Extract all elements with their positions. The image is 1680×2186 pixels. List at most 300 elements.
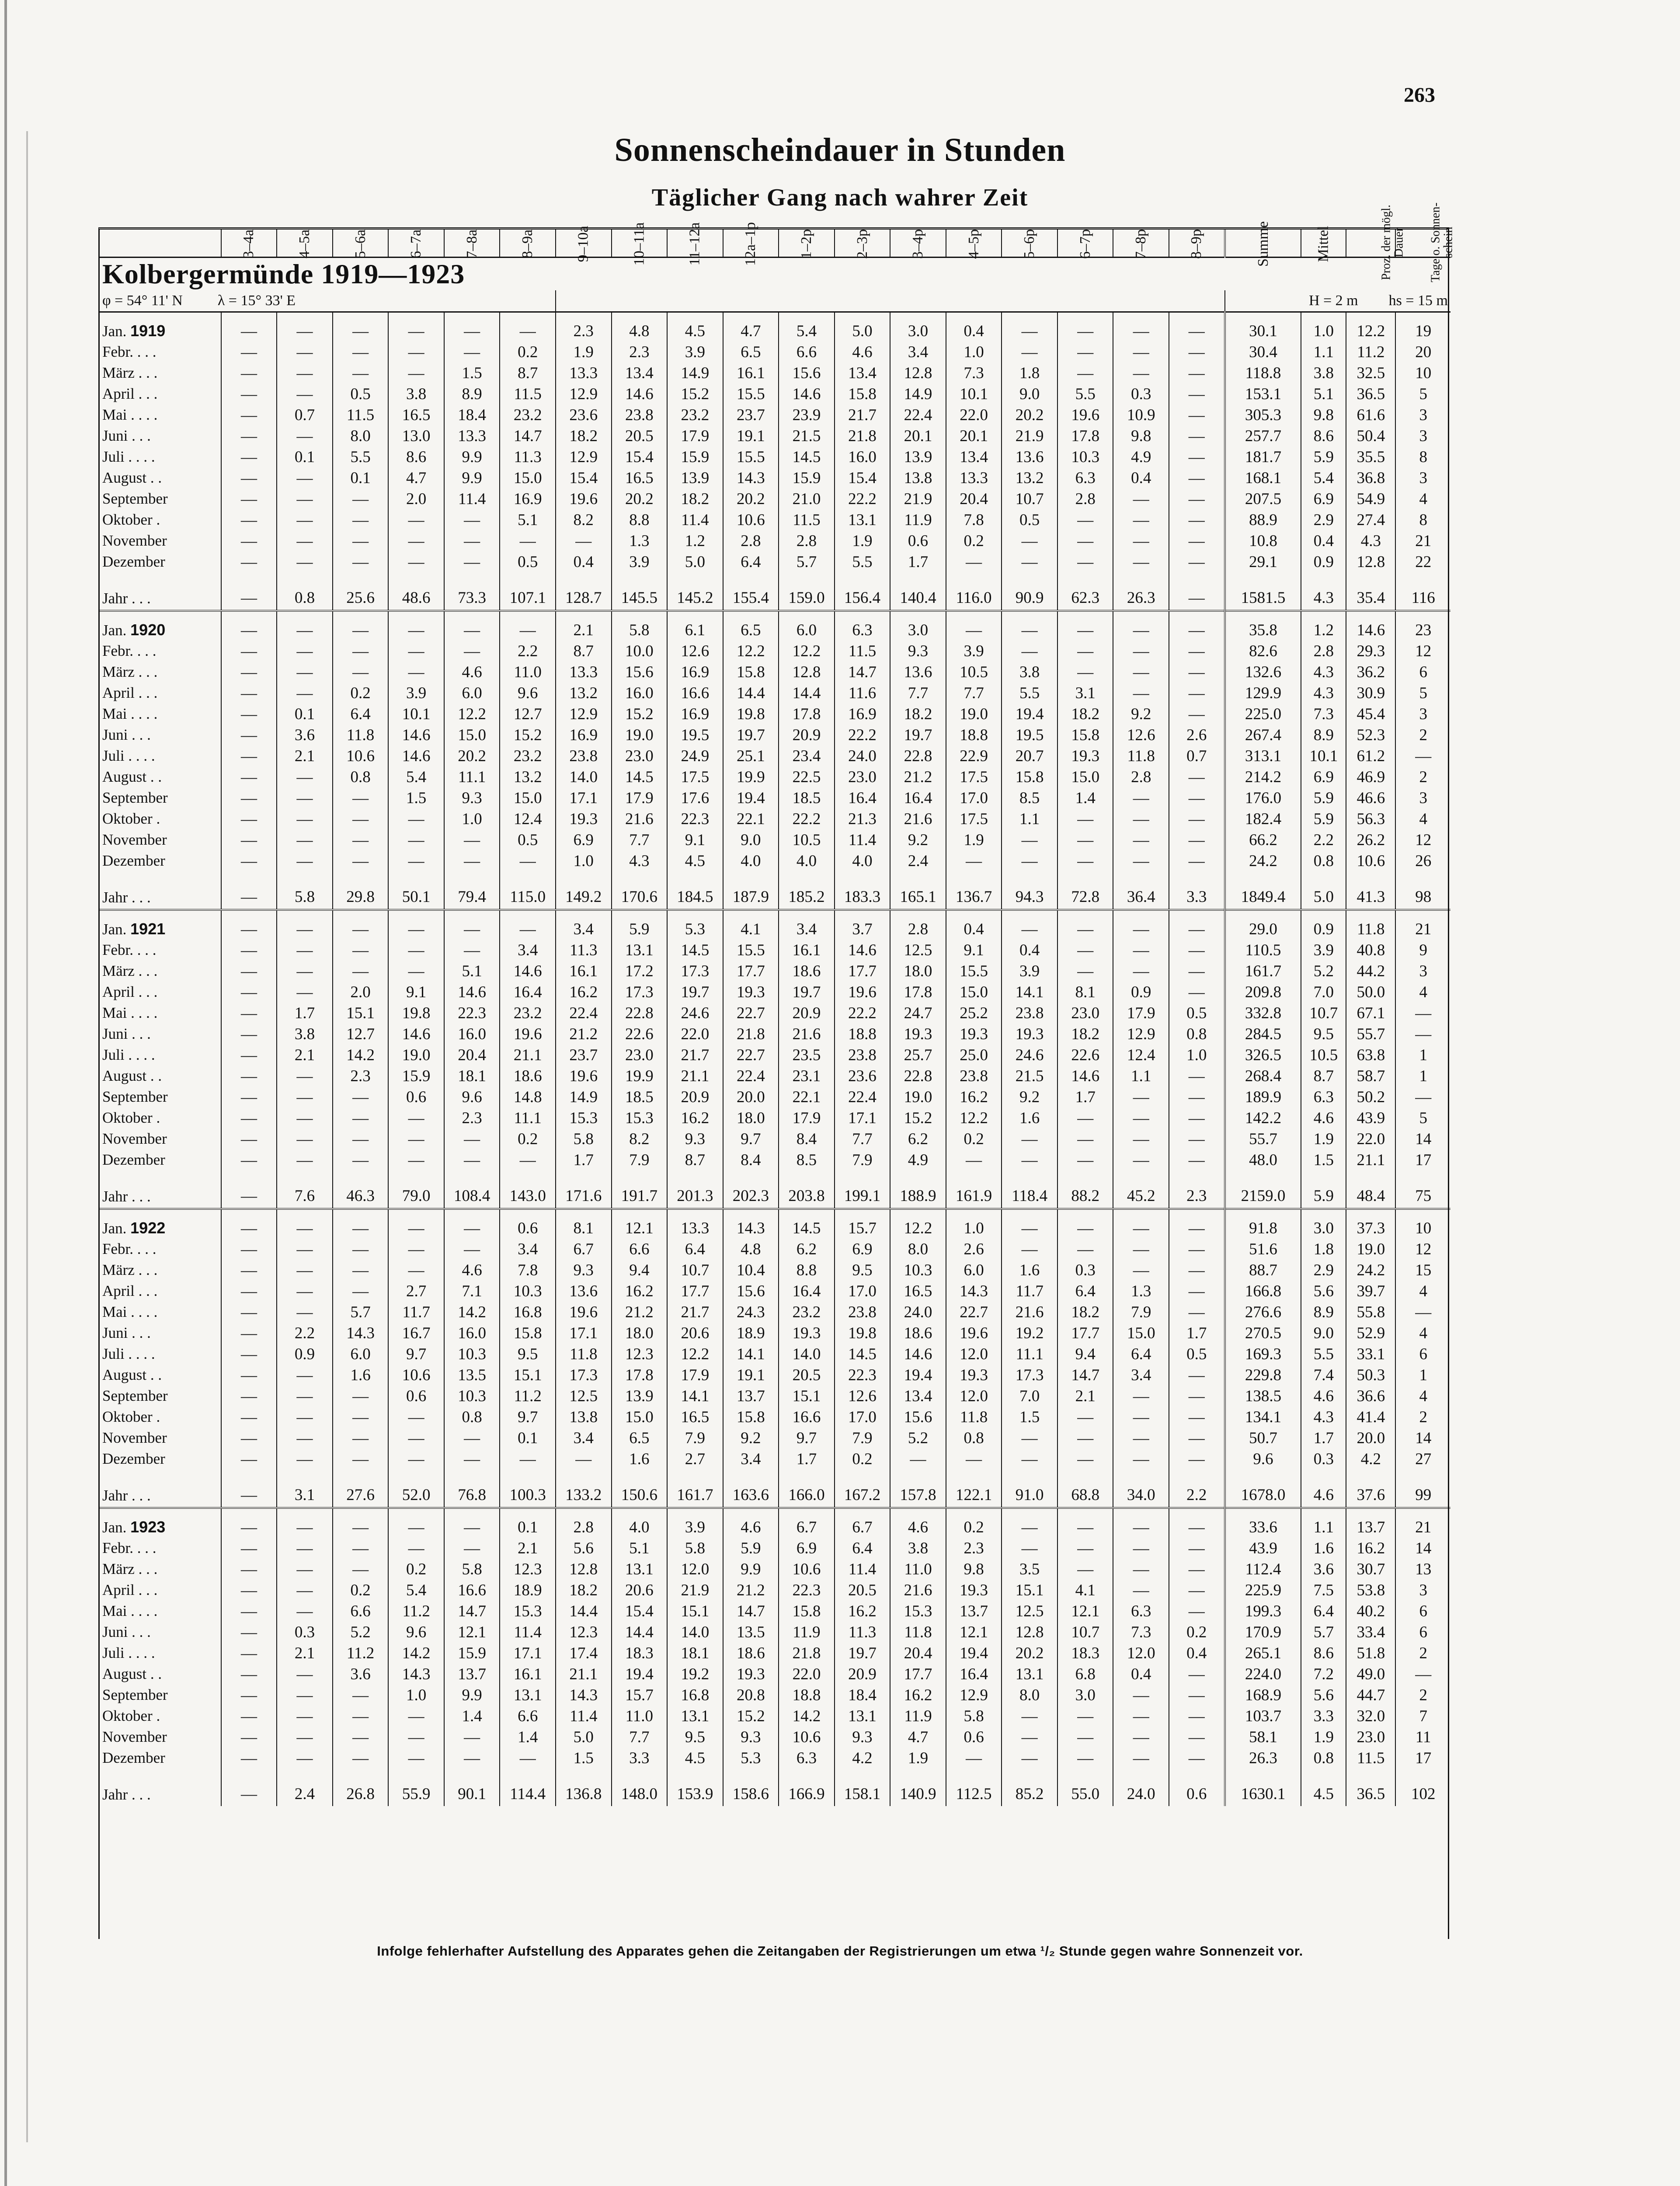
table-cell: 11.3 [500, 446, 556, 467]
table-cell: 33.4 [1346, 1622, 1395, 1643]
annual-cell: 145.2 [667, 572, 723, 611]
table-cell: 12.1 [946, 1622, 1002, 1643]
annual-cell: 2.2 [1169, 1469, 1225, 1508]
annual-cell: 35.4 [1346, 572, 1395, 611]
table-cell: 16.1 [556, 961, 612, 982]
table-cell: 4.6 [723, 1508, 779, 1538]
table-cell: 1.7 [277, 1002, 333, 1023]
table-cell: 5.7 [779, 551, 835, 572]
table-cell: 63.8 [1346, 1044, 1395, 1065]
table-cell: — [277, 362, 333, 383]
row-label [100, 1260, 221, 1281]
table-cell: 6.3 [1057, 467, 1113, 488]
table-cell: 1.2 [667, 530, 723, 551]
table-cell: — [333, 1385, 389, 1406]
row-label [100, 1385, 221, 1406]
table-cell: 13.5 [723, 1622, 779, 1643]
month-name: Mai . . . . [102, 1303, 158, 1321]
table-cell: 7.7 [612, 1727, 668, 1747]
table-cell: 19.4 [1002, 703, 1057, 724]
table-cell: 9.5 [667, 1727, 723, 1747]
table-cell: — [1057, 1128, 1113, 1149]
table-cell: 1.9 [1301, 1128, 1346, 1149]
table-cell: 5.9 [1301, 787, 1346, 808]
table-cell: — [333, 509, 389, 530]
annual-cell: 140.9 [890, 1768, 946, 1806]
table-cell: 11.9 [890, 509, 946, 530]
table-cell: 23.7 [556, 1044, 612, 1065]
table-cell: 12.6 [1113, 724, 1169, 745]
month-name: Jan. [102, 921, 127, 938]
table-cell: 112.4 [1225, 1559, 1301, 1580]
annual-cell: 165.1 [890, 871, 946, 910]
table-cell: 15.8 [779, 1601, 835, 1622]
month-name: November [102, 1429, 167, 1447]
table-cell: 15.6 [779, 362, 835, 383]
annual-cell: 94.3 [1002, 871, 1057, 910]
table-cell: — [1057, 611, 1113, 640]
table-cell: — [1169, 1685, 1225, 1706]
table-cell: 142.2 [1225, 1107, 1301, 1128]
table-cell: 7.9 [667, 1427, 723, 1448]
table-cell: 16.5 [388, 404, 444, 425]
table-cell: 1.7 [1301, 1427, 1346, 1448]
table-cell: 15.2 [500, 724, 556, 745]
table-cell: 18.6 [723, 1643, 779, 1664]
table-cell: 16.6 [444, 1580, 500, 1601]
table-cell: 22.0 [1346, 1128, 1395, 1149]
row-label [100, 940, 221, 961]
table-cell: 21.6 [1002, 1302, 1057, 1323]
table-cell: — [221, 787, 277, 808]
table-cell: 12.1 [1057, 1601, 1113, 1622]
table-cell: 6.6 [333, 1601, 389, 1622]
table-cell: 8.7 [556, 640, 612, 661]
month-name: Jan. [102, 622, 127, 639]
table-cell: 4 [1395, 1385, 1450, 1406]
table-cell: 2.8 [1301, 640, 1346, 661]
table-cell: 22.4 [723, 1065, 779, 1086]
annual-cell: 36.4 [1113, 871, 1169, 910]
table-cell: 4.8 [612, 312, 668, 342]
annual-cell: 37.6 [1346, 1469, 1395, 1508]
table-cell: — [444, 1747, 500, 1768]
table-cell: 10.3 [1057, 446, 1113, 467]
table-cell: — [1057, 1107, 1113, 1128]
table-cell: 199.3 [1225, 1601, 1301, 1622]
annual-cell: 88.2 [1057, 1170, 1113, 1209]
table-cell: 15.0 [1057, 766, 1113, 787]
table-cell: — [277, 682, 333, 703]
table-cell: 1.9 [556, 341, 612, 362]
table-cell: — [1113, 1580, 1169, 1601]
table-cell: 15.7 [612, 1685, 668, 1706]
table-cell: 12.0 [946, 1385, 1002, 1406]
table-cell: 1.1 [1301, 341, 1346, 362]
table-cell: — [277, 808, 333, 829]
header-label-cell [100, 230, 221, 258]
table-cell: 19.1 [723, 1365, 779, 1385]
table-cell: 15.2 [723, 1706, 779, 1727]
table-cell: 22.3 [667, 808, 723, 829]
table-cell: 0.8 [333, 766, 389, 787]
table-row [100, 1002, 1450, 1023]
table-cell: — [1169, 530, 1225, 551]
table-cell: — [1002, 1747, 1057, 1768]
table-cell: — [1169, 1209, 1225, 1239]
table-cell: 7 [1395, 1706, 1450, 1727]
table-row [100, 808, 1450, 829]
month-name: Febr. . . . [102, 941, 157, 959]
table-cell: — [221, 1209, 277, 1239]
table-cell: — [1002, 1239, 1057, 1260]
table-cell: 9.7 [388, 1344, 444, 1365]
table-cell: 0.5 [1169, 1344, 1225, 1365]
table-cell: 16.5 [890, 1281, 946, 1302]
table-cell: — [1113, 509, 1169, 530]
annual-cell: 1849.4 [1225, 871, 1301, 910]
table-cell: 21.0 [779, 488, 835, 509]
table-cell: 10.7 [1002, 488, 1057, 509]
table-cell: — [1169, 661, 1225, 682]
table-cell: 11.2 [388, 1601, 444, 1622]
table-cell: — [221, 1065, 277, 1086]
table-cell: — [277, 1727, 333, 1747]
month-name: Juni . . . [102, 1324, 151, 1342]
table-cell: 11.9 [779, 1622, 835, 1643]
table-cell: — [333, 1086, 389, 1107]
table-cell: 17.0 [835, 1281, 890, 1302]
table-cell: — [277, 611, 333, 640]
table-cell: 11.2 [500, 1385, 556, 1406]
annual-cell: 5.0 [1301, 871, 1346, 910]
table-cell: 12.6 [667, 640, 723, 661]
header-hour-label: 11–12a [686, 222, 703, 266]
table-cell: 23.0 [612, 745, 668, 766]
table-cell: — [1113, 640, 1169, 661]
table-cell: 12.2 [1346, 312, 1395, 342]
header-hour-3 [388, 230, 444, 258]
annual-cell: 167.2 [835, 1469, 890, 1508]
table-cell: 15.4 [612, 446, 668, 467]
table-cell: 30.4 [1225, 341, 1301, 362]
table-cell: 82.6 [1225, 640, 1301, 661]
table-cell: — [1169, 312, 1225, 342]
annual-cell: 199.1 [835, 1170, 890, 1209]
table-row [100, 1580, 1450, 1601]
table-row [100, 1448, 1450, 1469]
table-cell: 23.9 [779, 404, 835, 425]
table-cell: 5.6 [1301, 1685, 1346, 1706]
table-cell: 17.9 [612, 787, 668, 808]
table-cell: — [1113, 1260, 1169, 1281]
table-cell: — [1169, 446, 1225, 467]
table-cell: 9.3 [444, 787, 500, 808]
table-cell: 4 [1395, 982, 1450, 1002]
table-cell: 15.9 [388, 1065, 444, 1086]
month-name: März . . . [102, 1261, 158, 1279]
table-cell: — [277, 1580, 333, 1601]
page-number: 263 [1404, 84, 1435, 107]
table-cell: 17.3 [556, 1365, 612, 1385]
table-cell: — [1002, 1149, 1057, 1170]
table-cell: 15.3 [890, 1601, 946, 1622]
table-cell: 3 [1395, 404, 1450, 425]
table-cell: — [1169, 1086, 1225, 1107]
table-cell: 21.7 [667, 1044, 723, 1065]
table-cell: — [277, 1747, 333, 1768]
header-hour-0 [221, 230, 277, 258]
table-cell: 19.8 [835, 1323, 890, 1344]
table-cell: 20.5 [835, 1580, 890, 1601]
annual-row [100, 871, 1450, 910]
table-cell: 22.9 [946, 745, 1002, 766]
table-cell: — [333, 551, 389, 572]
table-cell: 26 [1395, 850, 1450, 871]
table-cell: 15.1 [667, 1601, 723, 1622]
table-cell: 14.7 [500, 425, 556, 446]
table-cell: 18.2 [667, 488, 723, 509]
table-cell: 14.2 [388, 1643, 444, 1664]
table-cell: — [277, 312, 333, 342]
table-cell: 8.9 [1301, 724, 1346, 745]
table-cell: — [388, 850, 444, 871]
annual-cell: 202.3 [723, 1170, 779, 1209]
month-name: November [102, 532, 167, 550]
table-cell: 0.1 [500, 1427, 556, 1448]
table-cell: — [1113, 1427, 1169, 1448]
table-cell: 29.0 [1225, 910, 1301, 940]
table-cell: 12.8 [1346, 551, 1395, 572]
table-row [100, 1239, 1450, 1260]
table-cell: 17.1 [556, 1323, 612, 1344]
table-cell: 16.4 [946, 1664, 1002, 1685]
table-row [100, 1107, 1450, 1128]
table-cell: 0.6 [500, 1209, 556, 1239]
table-cell: — [1057, 1406, 1113, 1427]
table-cell: 39.7 [1346, 1281, 1395, 1302]
annual-cell: 107.1 [500, 572, 556, 611]
table-cell: — [1002, 611, 1057, 640]
annual-cell: 7.6 [277, 1170, 333, 1209]
table-cell: — [1057, 640, 1113, 661]
table-cell: 3 [1395, 1580, 1450, 1601]
annual-cell: 133.2 [556, 1469, 612, 1508]
table-cell: — [333, 808, 389, 829]
table-cell: — [221, 425, 277, 446]
table-cell: 0.2 [1169, 1622, 1225, 1643]
table-cell: — [556, 1448, 612, 1469]
table-cell: 6.5 [723, 341, 779, 362]
table-cell: 24.3 [723, 1302, 779, 1323]
table-cell: 13.8 [556, 1406, 612, 1427]
annual-cell: 140.4 [890, 572, 946, 611]
table-cell: 103.7 [1225, 1706, 1301, 1727]
row-label [100, 766, 221, 787]
table-cell: 13.1 [612, 1559, 668, 1580]
table-cell: — [1113, 1086, 1169, 1107]
table-cell: 2.3 [946, 1538, 1002, 1559]
table-cell: 17.5 [667, 766, 723, 787]
table-cell: — [333, 1260, 389, 1281]
row-label [100, 1727, 221, 1747]
table-cell: 20.4 [946, 488, 1002, 509]
table-cell: — [444, 1727, 500, 1747]
table-cell: 22.4 [890, 404, 946, 425]
annual-cell: 36.5 [1346, 1768, 1395, 1806]
table-cell: 44.7 [1346, 1685, 1395, 1706]
table-cell: — [1002, 1727, 1057, 1747]
table-cell: 6.5 [612, 1427, 668, 1448]
table-cell: 21.8 [723, 1023, 779, 1044]
table-cell: 10.7 [1057, 1622, 1113, 1643]
table-cell: 1.6 [1301, 1538, 1346, 1559]
table-cell: — [1169, 1580, 1225, 1601]
table-cell: 5.9 [1301, 446, 1346, 467]
table-cell: 12.7 [333, 1023, 389, 1044]
table-cell: — [1057, 850, 1113, 871]
row-label [100, 661, 221, 682]
table-cell: 22.7 [723, 1002, 779, 1023]
annual-cell: 26.3 [1113, 572, 1169, 611]
table-cell: 0.1 [500, 1508, 556, 1538]
table-row [100, 1601, 1450, 1622]
table-cell: — [221, 1086, 277, 1107]
barometer-height: hs = 15 m [1388, 292, 1448, 309]
annual-cell: 150.6 [612, 1469, 668, 1508]
table-cell: — [1113, 362, 1169, 383]
table-row [100, 611, 1450, 640]
table-cell: — [1169, 1448, 1225, 1469]
table-cell: 15.3 [612, 1107, 668, 1128]
table-cell: — [221, 640, 277, 661]
month-name: Dezember [102, 852, 165, 870]
table-cell: 9.1 [946, 940, 1002, 961]
table-cell: 15 [1395, 1260, 1450, 1281]
table-cell: 2.3 [612, 341, 668, 362]
table-cell: 40.2 [1346, 1601, 1395, 1622]
table-cell: 0.4 [946, 910, 1002, 940]
scan-edge [4, 0, 7, 2186]
table-cell: 6 [1395, 1344, 1450, 1365]
table-cell: 1.3 [612, 530, 668, 551]
annual-cell: 50.1 [388, 871, 444, 910]
table-cell: — [444, 1209, 500, 1239]
table-cell: 1.5 [1301, 1149, 1346, 1170]
table-cell: 20.2 [1002, 1643, 1057, 1664]
header-hour-10 [779, 230, 835, 258]
table-cell: 15.0 [946, 982, 1002, 1002]
row-label [100, 551, 221, 572]
annual-row [100, 1469, 1450, 1508]
table-cell: 0.8 [946, 1427, 1002, 1448]
table-cell: — [388, 961, 444, 982]
table-cell: 15.5 [723, 383, 779, 404]
table-cell: 0.4 [946, 312, 1002, 342]
table-cell: 4.6 [444, 661, 500, 682]
table-cell: 11.3 [556, 940, 612, 961]
annual-cell: 201.3 [667, 1170, 723, 1209]
month-name: April . . . [102, 684, 158, 702]
table-cell: — [1395, 745, 1450, 766]
table-cell: — [277, 910, 333, 940]
month-name: April . . . [102, 983, 158, 1001]
table-cell: 19.6 [556, 1302, 612, 1323]
table-cell: 14.5 [612, 766, 668, 787]
table-cell: 17.7 [1057, 1323, 1113, 1344]
table-cell: 6.6 [612, 1239, 668, 1260]
table-cell: 13.1 [612, 940, 668, 961]
row-label [100, 530, 221, 551]
table-cell: 20.0 [1346, 1427, 1395, 1448]
table-cell: 17.3 [1002, 1365, 1057, 1385]
table-cell: 22.0 [779, 1664, 835, 1685]
table-cell: 11.2 [333, 1643, 389, 1664]
table-cell: — [1169, 1065, 1225, 1086]
table-cell: 1.5 [556, 1747, 612, 1768]
table-cell: 4.6 [890, 1508, 946, 1538]
table-cell: 12.3 [612, 1344, 668, 1365]
table-cell: 0.9 [1301, 910, 1346, 940]
table-cell: 1 [1395, 1044, 1450, 1065]
table-cell: 5.5 [1057, 383, 1113, 404]
table-cell: 18.8 [779, 1685, 835, 1706]
table-cell: 23.2 [779, 1302, 835, 1323]
table-cell: 10.6 [388, 1365, 444, 1385]
annual-cell: 112.5 [946, 1768, 1002, 1806]
table-cell: — [1113, 1149, 1169, 1170]
table-cell: — [277, 1559, 333, 1580]
table-cell: 30.1 [1225, 312, 1301, 342]
table-cell: 5.8 [667, 1538, 723, 1559]
table-cell: — [500, 850, 556, 871]
table-cell: 118.8 [1225, 362, 1301, 383]
table-cell: 23.6 [835, 1065, 890, 1086]
table-cell: 33.6 [1225, 1508, 1301, 1538]
table-cell: — [277, 961, 333, 982]
table-cell: 10.6 [779, 1727, 835, 1747]
table-cell: — [1002, 1538, 1057, 1559]
table-cell: 2.8 [1113, 766, 1169, 787]
table-cell: — [277, 1406, 333, 1427]
table-cell: 2.3 [444, 1107, 500, 1128]
table-cell: 3 [1395, 467, 1450, 488]
table-cell: 9.3 [723, 1727, 779, 1747]
table-cell: 18.3 [1057, 1643, 1113, 1664]
table-cell: 12.0 [1113, 1643, 1169, 1664]
table-cell: 14.7 [723, 1601, 779, 1622]
table-cell: — [221, 1747, 277, 1768]
table-cell: 17.7 [890, 1664, 946, 1685]
table-cell: 32.5 [1346, 362, 1395, 383]
table-cell: 15.4 [612, 1601, 668, 1622]
table-cell: — [221, 611, 277, 640]
table-cell: 15.8 [1057, 724, 1113, 745]
table-cell: 88.9 [1225, 509, 1301, 530]
annual-cell: 170.6 [612, 871, 668, 910]
table-cell: 3.4 [890, 341, 946, 362]
table-cell: — [221, 1580, 277, 1601]
table-cell: — [1395, 1002, 1450, 1023]
table-cell: 21.9 [1002, 425, 1057, 446]
table-cell: 9.9 [444, 467, 500, 488]
month-name: August . . [102, 768, 162, 786]
table-cell: 12.5 [890, 940, 946, 961]
row-label [100, 1580, 221, 1601]
table-cell: 50.4 [1346, 425, 1395, 446]
table-cell: 1.4 [444, 1706, 500, 1727]
table-cell: 6.3 [1301, 1086, 1346, 1107]
